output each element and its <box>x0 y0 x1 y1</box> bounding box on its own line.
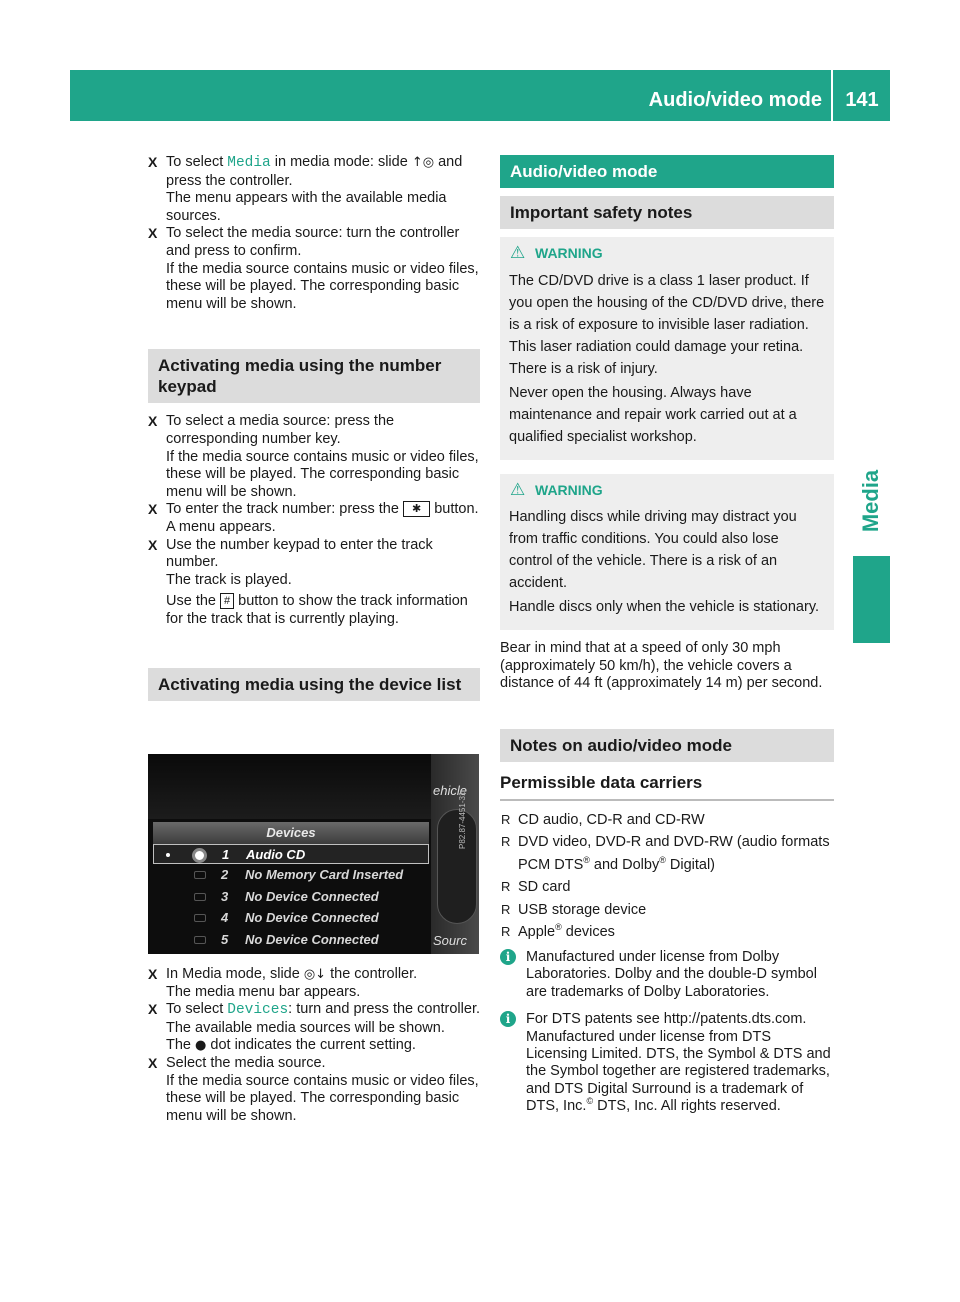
step-marker: X <box>148 154 158 170</box>
left-column <box>148 154 480 701</box>
info-note-dolby: i Manufactured under license from Dolby Laboratories. Dolby and the double-D symbol are trademarks of Dolby Laboratories. <box>500 949 834 1001</box>
step-marker: X <box>148 413 158 430</box>
device-list-steps <box>148 966 480 1125</box>
section-heading-keypad: Activating media using the number keypad <box>148 349 480 403</box>
info-icon: i <box>500 949 516 965</box>
warning-title: ⚠ WARNING <box>510 243 603 262</box>
list-item: R USB storage device <box>501 901 647 918</box>
info-note-dts: i For DTS patents see http://patents.dts.com. Manufactured under license from DTS Licensing Limited. DTS, the Symbol & DTS and the Symbol together are registered trademarks, and DTS Digital Surround is a trademark of DTS, Inc.© DTS, Inc. All rights reserved. <box>500 1011 834 1115</box>
screen-vehicle-label: ehicle <box>433 783 467 798</box>
list-item: R SD card <box>501 879 571 896</box>
section-heading-audio-video: Audio/video mode <box>500 155 834 188</box>
menu-item-media: Media <box>227 155 271 171</box>
hash-key-icon: # <box>220 593 234 609</box>
list-item: R DVD video, DVD-R and DVD-RW (audio formats PCM DTS® and Dolby® Digital) <box>501 834 830 873</box>
warning-box-laser: ⚠ WARNING The CD/DVD drive is a class 1 laser product. If you open the housing of the CD/DVD drive, there is a risk of exposure to invisible laser radiation. This laser radiation could damage your retina. There is a risk of injury. Never open the housing. Always have maintenance and repair work carried out at a qualified specialist workshop. <box>500 237 834 460</box>
step-keypad-select: X To select a media source: press the corresponding number key. If the media source contains music or video files, these will be played. The corresponding basic menu will be shown. <box>148 413 479 500</box>
warning-title: ⚠ WARNING <box>510 479 603 499</box>
step-select-media-source: X Select the media source. If the media source contains music or video files, these will be played. The corresponding basic menu will be shown. <box>148 1054 479 1124</box>
step-marker: X <box>148 1001 158 1018</box>
step-select-source: X To select the media source: turn the controller and press to confirm. If the media source contains music or video files, these will be played. The corresponding basic menu will be shown. <box>148 225 479 312</box>
device-icon <box>194 893 206 901</box>
screen-devices-title: Devices <box>153 822 429 844</box>
device-list-screenshot <box>148 754 479 954</box>
image-reference-code: P82.87-4451-31 <box>458 791 467 849</box>
warning-triangle-icon: ⚠ <box>510 479 526 499</box>
section-heading-device-list: Activating media using the device list <box>148 668 480 701</box>
controller-slide-up-icon: ↑◎ <box>411 155 435 170</box>
warning-triangle-icon: ⚠ <box>510 243 526 262</box>
controller-slide-down-icon: ◎↓ <box>303 967 327 982</box>
card-slot-icon <box>194 871 206 879</box>
subheading-data-carriers: Permissible data carriers <box>500 772 703 792</box>
warning-box-discs: ⚠ WARNING Handling discs while driving may distract you from traffic conditions. You could also lose control of the vehicle. There is a risk of an accident. Handle discs only when the vehicle is stationary. <box>500 474 834 631</box>
side-tab-block <box>853 556 890 643</box>
step-keypad-enter: X Use the number keypad to enter the track number. The track is played. Use the # button to show the track information for the track that is currently playing. <box>148 536 468 627</box>
list-item: R Apple® devices <box>501 922 615 941</box>
screen-device-row: 1 Audio CD <box>153 844 429 864</box>
screen-device-row: 5 No Device Connected <box>153 930 429 950</box>
speed-note: Bear in mind that at a speed of only 30 mph (approximately 50 km/h), the vehicle covers a distance of 44 ft (approximately 14 m) per second. <box>500 640 823 692</box>
list-item: R CD audio, CD-R and CD-RW <box>501 811 705 828</box>
screen-device-row: 3 No Device Connected <box>153 887 429 907</box>
page-number: 141 <box>845 89 879 111</box>
screen-top-area <box>148 754 431 819</box>
step-marker: X <box>148 966 158 982</box>
step-slide-controller: X In Media mode, slide ◎↓ the controller. The media menu bar appears. <box>148 966 418 1000</box>
screen-source-label: Sourc <box>433 933 467 948</box>
info-icon: i <box>500 1011 516 1027</box>
step-keypad-track: X To enter the track number: press the ✱ button. A menu appears. <box>148 501 479 535</box>
disc-icon <box>192 848 207 863</box>
screen-device-row: 2 No Memory Card Inserted <box>153 865 429 885</box>
step-marker: X <box>148 536 158 553</box>
device-icon <box>194 914 206 922</box>
section-heading-notes: Notes on audio/video mode <box>500 729 834 762</box>
step-marker: X <box>148 225 158 242</box>
dot-icon: ● <box>195 1038 207 1054</box>
chapter-title: Audio/video mode <box>648 89 822 111</box>
step-select-devices: X To select Devices: turn and press the controller. The available media sources will be shown. The ● dot indicates the current setting. <box>148 1001 480 1054</box>
side-tab-label: Media <box>858 469 884 533</box>
step-marker: X <box>148 501 158 518</box>
screen-device-row: 4 No Device Connected <box>153 908 429 928</box>
section-heading-safety: Important safety notes <box>500 196 834 229</box>
step-marker: X <box>148 1054 158 1071</box>
menu-item-devices: Devices <box>227 1002 289 1019</box>
device-icon <box>194 936 206 944</box>
header-divider <box>831 70 833 121</box>
right-column <box>500 155 834 1116</box>
star-key-icon: ✱ <box>403 501 430 517</box>
step-select-media: X To select Media in media mode: slide ↑◎ and press the controller. The menu appears with the available media sources. <box>148 154 463 224</box>
active-dot-icon <box>166 853 170 857</box>
